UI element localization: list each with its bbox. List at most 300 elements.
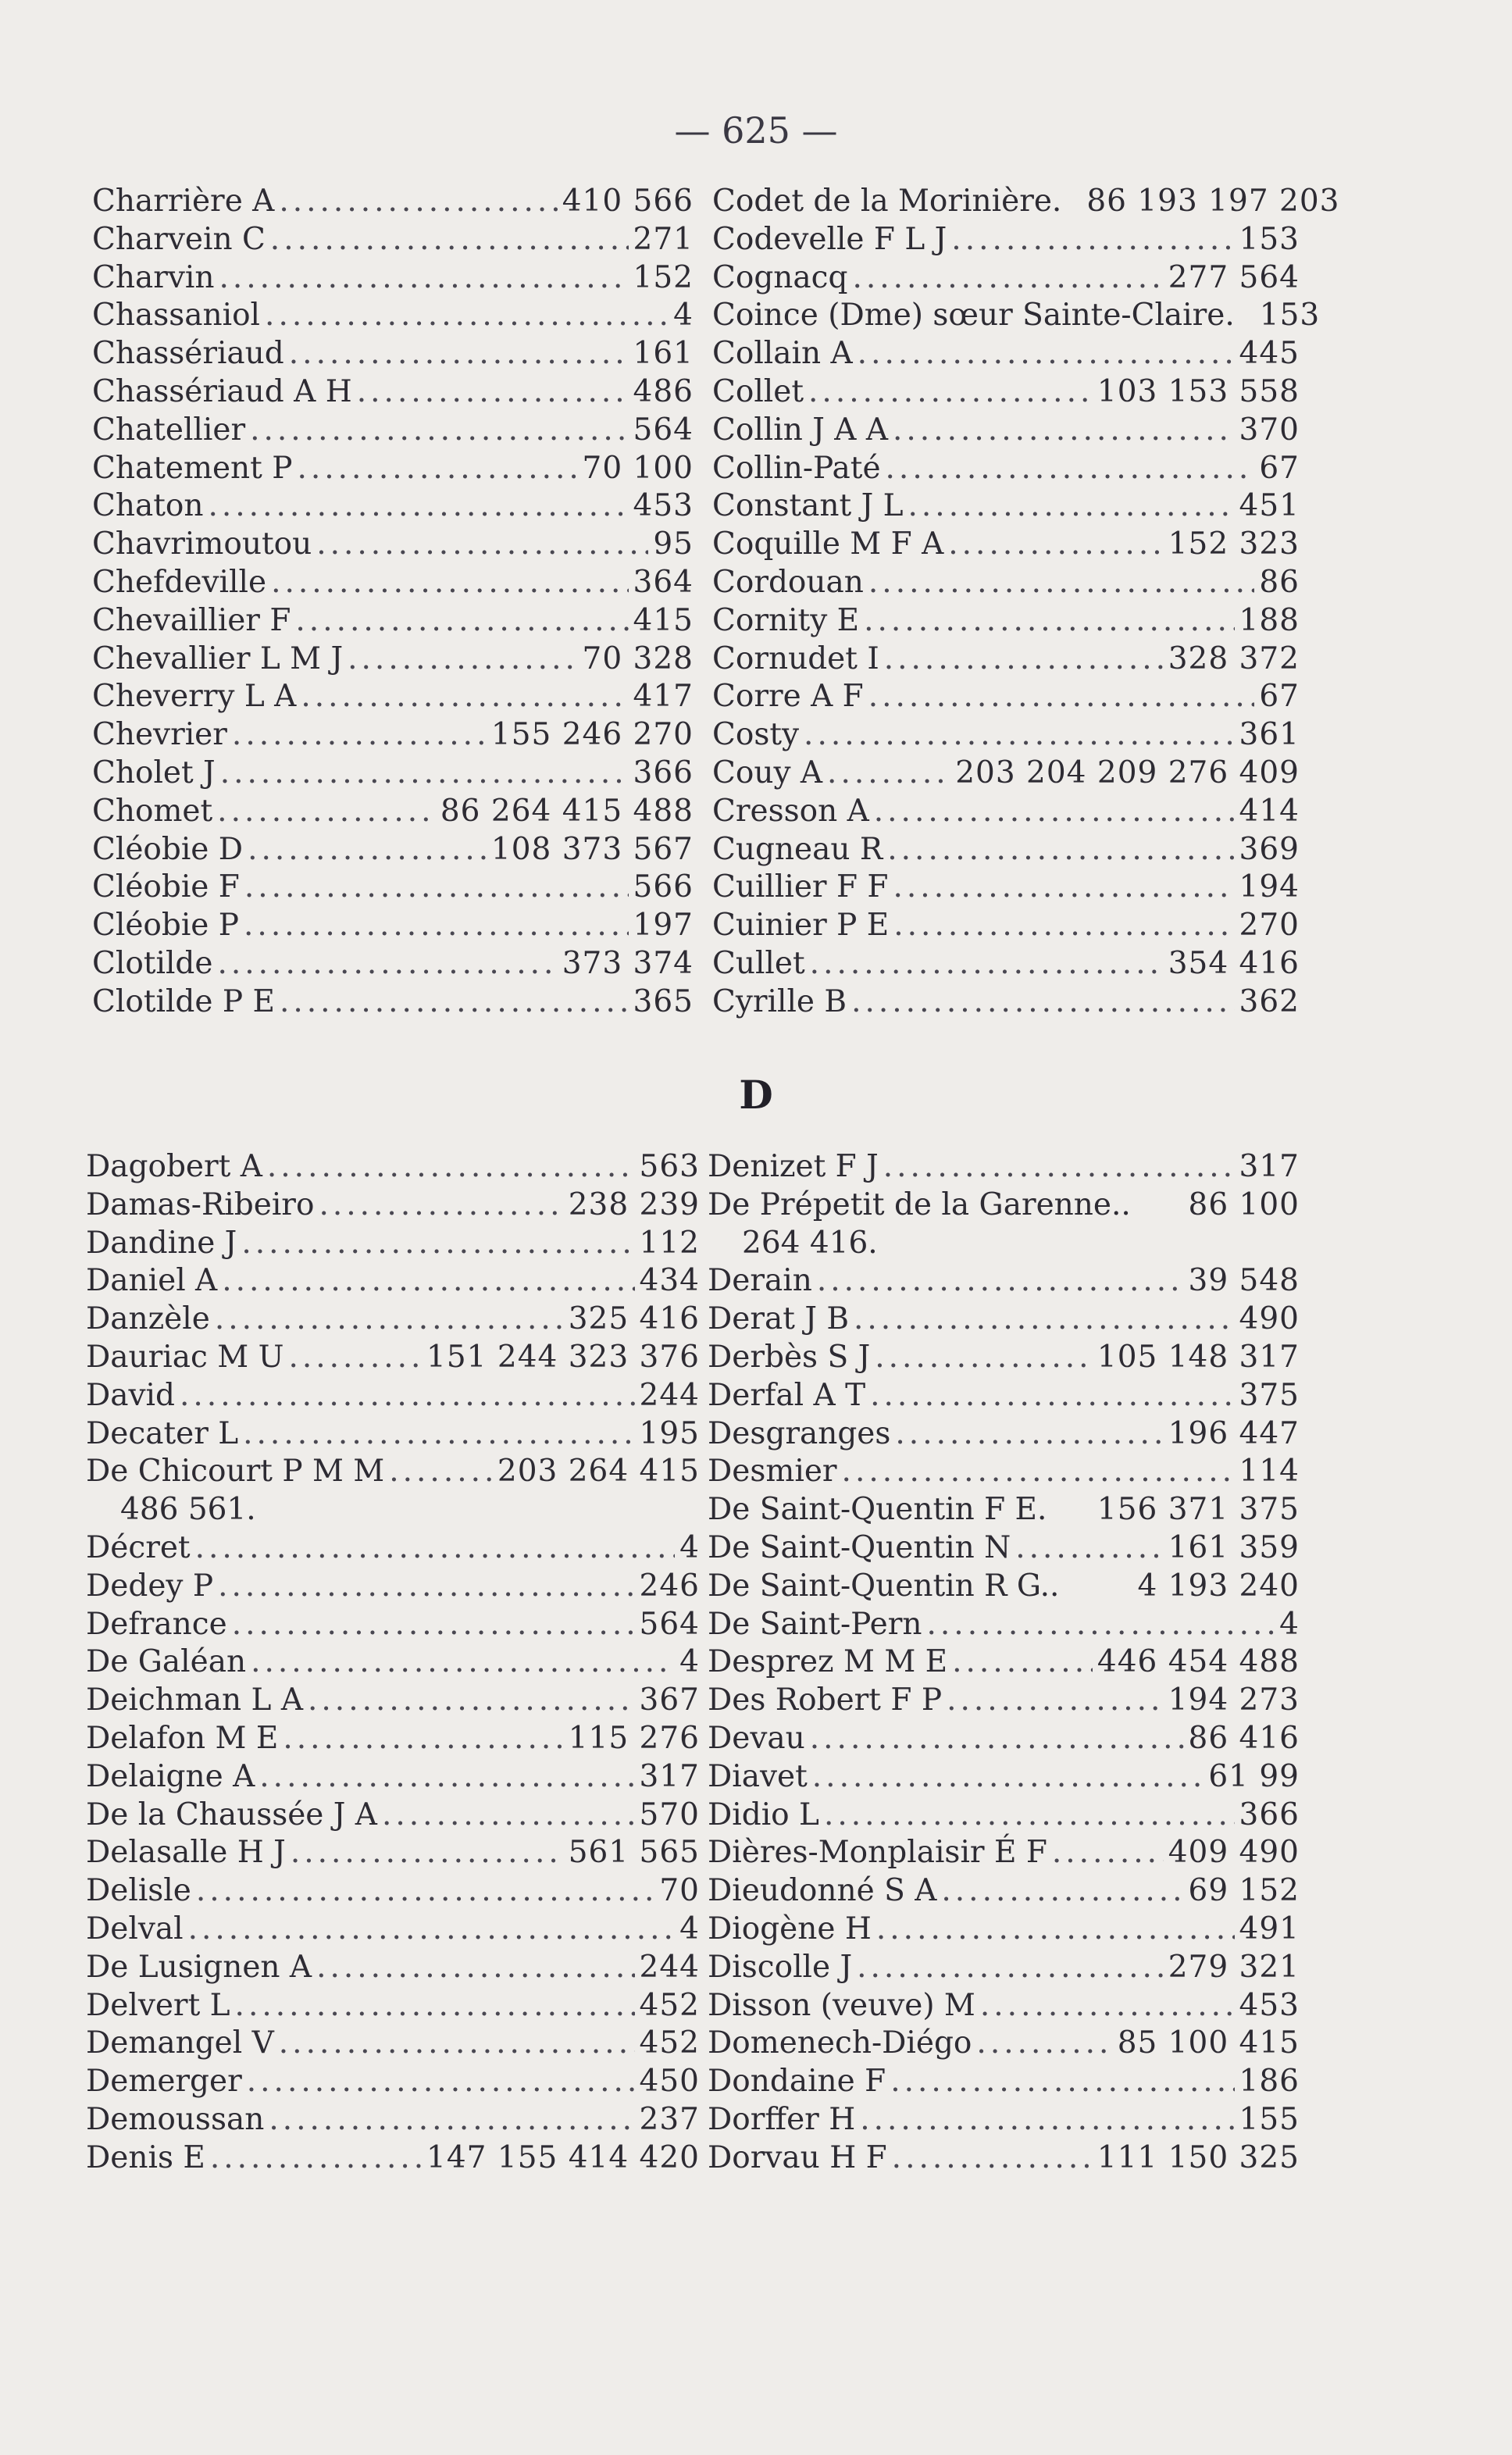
index-entry [712, 793, 1300, 831]
entry-name: Demerger [86, 2064, 242, 2100]
entry-name: Chevallier L M J [92, 641, 344, 676]
index-entry [708, 1834, 1300, 1872]
entry-name: Charvin [92, 259, 215, 295]
dot-leader [864, 602, 1234, 641]
entry-pages: 366 [1239, 1797, 1300, 1832]
index-entry [708, 1529, 1300, 1568]
entry-name: Devau [708, 1720, 805, 1756]
entry-name: Cresson A [712, 793, 869, 829]
dot-leader [893, 869, 1235, 907]
entry-pages: 366 [633, 755, 694, 790]
dot-leader [947, 1682, 1164, 1720]
dot-leader [851, 983, 1234, 1022]
entry-name: De Galéan [86, 1644, 247, 1680]
entry-pages: 561 565 [568, 1835, 700, 1871]
entry-pages: 354 416 [1168, 945, 1300, 981]
entry-name: De Saint-Quentin R G.. [708, 1568, 1060, 1604]
index-entry [92, 641, 694, 679]
index-entry [86, 1911, 700, 1949]
entry-pages: 409 490 [1168, 1835, 1300, 1871]
entry-pages: 86 416 [1188, 1720, 1300, 1756]
entry-name: Cholet J [92, 755, 216, 790]
entry-name: Desgranges [708, 1415, 891, 1451]
entry-pages: 238 239 [568, 1186, 700, 1222]
entry-name: Charrière A [92, 184, 275, 219]
index-entry [712, 183, 1340, 221]
index-entry [708, 1225, 1300, 1263]
index-entry [92, 335, 694, 373]
entry-name: Cléobie F [92, 869, 240, 905]
dot-leader [279, 183, 557, 221]
dot-leader [857, 1949, 1164, 1987]
entry-pages: 317 [639, 1758, 700, 1794]
entry-pages: 4 193 240 [1137, 1568, 1300, 1604]
entry-pages: 153 [1239, 221, 1300, 257]
entry-name: Delafon M E [86, 1720, 279, 1756]
dot-leader [827, 755, 950, 793]
entry-name: Disson (veuve) M [708, 1987, 975, 2023]
dot-leader [852, 259, 1163, 298]
dot-leader [316, 526, 648, 564]
entry-name: Charvein C [92, 221, 266, 257]
index-entry [708, 1262, 1300, 1301]
index-entry [92, 564, 694, 602]
index-entry [708, 1377, 1300, 1415]
entry-name: Daniel A [86, 1263, 218, 1299]
dot-leader [232, 1606, 635, 1644]
index-entry [708, 1415, 1300, 1454]
entry-name: Des Robert F P [708, 1682, 943, 1718]
entry-pages: 453 [633, 488, 694, 524]
entry-pages: 115 276 [568, 1720, 700, 1756]
entry-name: Chaton [92, 488, 204, 524]
index-entry [708, 1987, 1300, 2025]
index-entry [708, 2101, 1300, 2139]
entry-pages: 151 244 323 376 [426, 1339, 700, 1375]
dot-leader [892, 2139, 1093, 2178]
entry-pages: 70 328 [582, 641, 694, 676]
entry-name: Denis E [86, 2139, 205, 2175]
entry-name: Cuillier F F [712, 869, 889, 905]
entry-pages: 85 100 415 [1117, 2025, 1300, 2061]
entry-pages: 277 564 [1168, 259, 1300, 295]
index-entry [708, 1606, 1300, 1644]
dot-leader [280, 983, 629, 1022]
index-entry [86, 1643, 700, 1682]
entry-pages: 375 [1239, 1377, 1300, 1413]
entry-pages: 186 [1239, 2064, 1300, 2100]
entry-pages: 490 [1239, 1301, 1300, 1337]
entry-pages: 4 [679, 1644, 700, 1680]
entry-name: Chevrier [92, 717, 227, 753]
entry-name: Chatement P [92, 450, 293, 486]
dot-leader [267, 1148, 635, 1186]
dot-leader [860, 2101, 1234, 2139]
dot-leader [297, 450, 577, 488]
entry-pages: 237 [639, 2101, 700, 2137]
section-letter: D [739, 1072, 773, 1118]
index-entry [708, 1491, 1300, 1529]
index-entry [86, 1453, 700, 1491]
index-entry [92, 526, 694, 564]
index-entry [712, 716, 1300, 755]
dot-leader [195, 1529, 676, 1568]
entry-pages: 4 [679, 1911, 700, 1947]
c-left-column [92, 183, 694, 1022]
index-entry [712, 983, 1300, 1022]
index-entry [92, 869, 694, 907]
entry-name: Cullet [712, 945, 805, 981]
dot-leader [348, 641, 577, 679]
entry-pages: 246 [639, 1568, 700, 1604]
entry-pages: 370 [1239, 412, 1300, 448]
entry-name: Costy [712, 717, 800, 753]
entry-name: Chavrimoutou [92, 526, 312, 562]
entry-name: Denizet F J [708, 1149, 879, 1184]
entry-pages: 328 372 [1168, 641, 1300, 676]
entry-name: Dedey P [86, 1568, 214, 1604]
dot-leader [890, 2063, 1234, 2101]
dot-leader [217, 793, 436, 831]
entry-pages: 70 [659, 1873, 700, 1909]
index-entry [86, 1148, 700, 1186]
entry-pages: 4 [1279, 1606, 1300, 1642]
index-entry [712, 450, 1300, 488]
entry-pages: 153 [1259, 298, 1321, 334]
entry-pages: 69 152 [1188, 1873, 1300, 1909]
entry-name: Dorffer H [708, 2101, 856, 2137]
entry-pages: 156 371 375 [1097, 1492, 1300, 1528]
entry-pages: 188 [1239, 602, 1300, 638]
entry-name: 486 561. [120, 1492, 256, 1528]
index-entry [92, 487, 694, 526]
entry-name: Derfal A T [708, 1377, 866, 1413]
entry-pages: 364 [633, 564, 694, 600]
entry-name: Cléobie P [92, 908, 240, 944]
index-entry [86, 1186, 700, 1225]
entry-pages: 415 [633, 602, 694, 638]
dot-leader [875, 1339, 1093, 1377]
index-entry [712, 259, 1300, 298]
dot-leader [244, 869, 629, 907]
entry-pages: 317 [1239, 1149, 1300, 1184]
dot-leader [222, 1262, 634, 1301]
entry-name: Cordouan [712, 564, 864, 600]
dot-leader [235, 1987, 635, 2025]
dot-leader [269, 2101, 634, 2139]
dot-leader [952, 1643, 1093, 1682]
entry-pages: 244 [639, 1949, 700, 1985]
entry-name: Cornity E [712, 602, 860, 638]
index-entry [92, 259, 694, 298]
dot-leader [247, 2063, 635, 2101]
dot-leader [215, 1301, 564, 1339]
entry-name: Domenech-Diégo [708, 2025, 972, 2061]
entry-pages: 103 153 558 [1097, 373, 1300, 409]
dot-leader [941, 1872, 1183, 1911]
index-entry [712, 869, 1300, 907]
index-entry [86, 1797, 700, 1835]
index-entry [708, 1301, 1300, 1339]
entry-pages: 445 [1239, 336, 1300, 372]
dot-leader [248, 831, 487, 869]
index-entry [86, 1301, 700, 1339]
entry-pages: 271 [633, 221, 694, 257]
index-entry [708, 1720, 1300, 1758]
entry-name: Danzèle [86, 1301, 210, 1337]
entry-pages: 86 [1259, 564, 1300, 600]
index-entry [92, 983, 694, 1022]
index-entry [708, 1758, 1300, 1797]
entry-name: Dauriac M U [86, 1339, 284, 1375]
entry-name: Cognacq [712, 259, 848, 295]
entry-name: Chatellier [92, 412, 246, 448]
dot-leader [283, 1720, 563, 1758]
entry-name: Dandine J [86, 1225, 237, 1261]
index-entry [86, 1987, 700, 2025]
entry-pages: 111 150 325 [1097, 2139, 1300, 2175]
dot-leader [382, 1797, 635, 1835]
dot-leader [265, 297, 669, 335]
dot-leader [895, 1415, 1163, 1454]
entry-name: Chassériaud [92, 336, 284, 372]
entry-pages: 161 [633, 336, 694, 372]
index-entry [708, 1682, 1300, 1720]
entry-name: Deichman L A [86, 1682, 303, 1718]
dot-leader [812, 1758, 1204, 1797]
dot-leader [389, 1453, 493, 1491]
index-entry [92, 793, 694, 831]
dot-leader [824, 1797, 1235, 1835]
entry-name: Delisle [86, 1873, 191, 1909]
entry-pages: 197 [633, 908, 694, 944]
entry-name: Codevelle F L J [712, 221, 947, 257]
entry-name: Décret [86, 1529, 191, 1565]
index-entry [708, 2139, 1300, 2178]
index-entry [92, 907, 694, 945]
index-entry [86, 1262, 700, 1301]
entry-name: De Lusignen A [86, 1949, 312, 1985]
index-entry [86, 1606, 700, 1644]
index-entry [708, 1949, 1300, 1987]
entry-pages: 152 [633, 259, 694, 295]
entry-name: Codet de la Morinière. [712, 184, 1062, 219]
index-entry [86, 1225, 700, 1263]
dot-leader [196, 1872, 654, 1911]
entry-name: Defrance [86, 1606, 227, 1642]
entry-pages: 203 204 209 276 409 [955, 755, 1300, 790]
dot-leader [180, 1377, 635, 1415]
entry-name: Cléobie D [92, 831, 244, 867]
index-entry [92, 450, 694, 488]
entry-name: De Saint-Quentin F E. [708, 1492, 1047, 1528]
dot-leader [948, 526, 1163, 564]
entry-pages: 367 [639, 1682, 700, 1718]
entry-pages: 61 99 [1208, 1758, 1300, 1794]
index-entry [708, 1453, 1300, 1491]
entry-pages: 155 [1239, 2101, 1300, 2137]
entry-name: Derain [708, 1263, 812, 1299]
dot-leader [220, 755, 629, 793]
entry-name: Dagobert A [86, 1149, 262, 1184]
dot-leader [243, 1415, 634, 1454]
entry-name: De Saint-Pern [708, 1606, 922, 1642]
index-entry [708, 1148, 1300, 1186]
dot-leader [927, 1606, 1275, 1644]
entry-pages: 194 273 [1168, 1682, 1300, 1718]
entry-pages: 67 [1259, 679, 1300, 715]
dot-leader [1052, 1834, 1164, 1872]
dot-leader [279, 2025, 635, 2063]
entry-name: Dorvau H F [708, 2139, 887, 2175]
index-entry [712, 221, 1300, 259]
index-entry [712, 602, 1300, 641]
dot-leader [270, 221, 629, 259]
entry-pages: 564 [633, 412, 694, 448]
index-entry [92, 412, 694, 450]
entry-name: Cyrille B [712, 983, 847, 1019]
index-entry [92, 716, 694, 755]
index-entry [86, 1415, 700, 1454]
dot-leader [876, 1911, 1235, 1949]
index-entry [92, 297, 694, 335]
entry-name: Corre A F [712, 679, 864, 715]
dot-leader [295, 602, 628, 641]
entry-pages: 414 [1239, 793, 1300, 829]
index-entry [92, 373, 694, 412]
entry-pages: 86 193 197 203 [1086, 184, 1340, 219]
index-entry [712, 373, 1300, 412]
index-entry [92, 678, 694, 716]
entry-name: Diavet [708, 1758, 808, 1794]
index-entry [86, 1949, 700, 1987]
dot-leader [817, 1262, 1184, 1301]
entry-name: Cheverry L A [92, 679, 297, 715]
entry-name: Collet [712, 373, 804, 409]
dot-leader [208, 487, 628, 526]
entry-pages: 105 148 317 [1097, 1339, 1300, 1375]
entry-name: Chassaniol [92, 298, 261, 334]
dot-leader [883, 1148, 1235, 1186]
index-entry [708, 1797, 1300, 1835]
entry-name: De Prépetit de la Garenne.. [708, 1186, 1131, 1222]
dot-leader [868, 564, 1254, 602]
entry-pages: 564 [639, 1606, 700, 1642]
index-entry [86, 1491, 700, 1529]
entry-name: Chomet [92, 793, 213, 829]
dot-leader [319, 1186, 563, 1225]
entry-pages: 452 [639, 1987, 700, 2023]
dot-leader [210, 2139, 422, 2178]
page-number: — 625 — [674, 109, 838, 152]
entry-pages: 451 [1239, 488, 1300, 524]
entry-pages: 453 [1239, 1987, 1300, 2023]
index-entry [712, 641, 1300, 679]
entry-name: Delval [86, 1911, 184, 1947]
entry-pages: 452 [639, 2025, 700, 2061]
dot-leader [858, 335, 1235, 373]
entry-pages: 325 416 [568, 1301, 700, 1337]
entry-pages: 566 [633, 869, 694, 905]
entry-name: Couy A [712, 755, 823, 790]
c-right-column [712, 183, 1340, 1022]
entry-name: Derbès S J [708, 1339, 871, 1375]
entry-name: Demangel V [86, 2025, 274, 2061]
entry-pages: 486 [633, 373, 694, 409]
index-entry [92, 755, 694, 793]
entry-name: Decater L [86, 1415, 239, 1451]
entry-pages: 114 [1239, 1454, 1300, 1490]
dot-leader [289, 335, 629, 373]
entry-pages: 434 [639, 1263, 700, 1299]
entry-pages: 410 566 [562, 184, 694, 219]
entry-name: De Saint-Quentin N [708, 1529, 1011, 1565]
dot-leader [316, 1949, 634, 1987]
index-entry [86, 1682, 700, 1720]
entry-pages: 369 [1239, 831, 1300, 867]
entry-name: Collin-Paté [712, 450, 881, 486]
dot-leader [251, 1643, 675, 1682]
entry-pages: 450 [639, 2064, 700, 2100]
dot-leader [893, 412, 1235, 450]
index-entry [708, 1643, 1300, 1682]
entry-name: Chevaillier F [92, 602, 291, 638]
index-entry [712, 907, 1300, 945]
dot-leader [842, 1453, 1235, 1491]
dot-leader [893, 907, 1234, 945]
index-entry [712, 297, 1321, 335]
entry-pages: 86 264 415 488 [440, 793, 694, 829]
index-entry [712, 945, 1300, 983]
entry-name: De la Chaussée J A [86, 1797, 377, 1832]
index-entry [708, 1186, 1300, 1225]
dot-leader [250, 412, 628, 450]
entry-name: Clotilde [92, 945, 213, 981]
entry-name: Cugneau R [712, 831, 883, 867]
entry-pages: 365 [633, 983, 694, 1019]
entry-name: Collin J A A [712, 412, 889, 448]
index-entry [92, 945, 694, 983]
d-right-column [708, 1148, 1300, 2178]
entry-pages: 270 [1239, 908, 1300, 944]
dot-leader [232, 716, 487, 755]
dot-leader [357, 373, 629, 412]
entry-pages: 86 100 [1188, 1186, 1300, 1222]
entry-name: Clotilde P E [92, 983, 275, 1019]
entry-name: Coince (Dme) sœur Sainte-Claire. [712, 298, 1235, 334]
index-entry [712, 335, 1300, 373]
entry-name: David [86, 1377, 175, 1413]
entry-name: Cuinier P E [712, 908, 890, 944]
index-entry [712, 678, 1300, 716]
entry-name: De Chicourt P M M [86, 1454, 385, 1490]
index-entry [712, 755, 1300, 793]
dot-leader [908, 487, 1235, 526]
dot-leader [951, 221, 1234, 259]
entry-name: Cornudet I [712, 641, 879, 676]
index-entry [708, 2025, 1300, 2063]
entry-name: Damas-Ribeiro [86, 1186, 315, 1222]
index-entry [708, 1872, 1300, 1911]
dot-leader [291, 1834, 564, 1872]
dot-leader [868, 678, 1255, 716]
index-entry [708, 1339, 1300, 1377]
entry-name: Chassériaud A H [92, 373, 352, 409]
dot-leader [1015, 1529, 1163, 1568]
index-entry [86, 1720, 700, 1758]
entry-name: Demoussan [86, 2101, 265, 2137]
entry-pages: 155 246 270 [490, 717, 694, 753]
